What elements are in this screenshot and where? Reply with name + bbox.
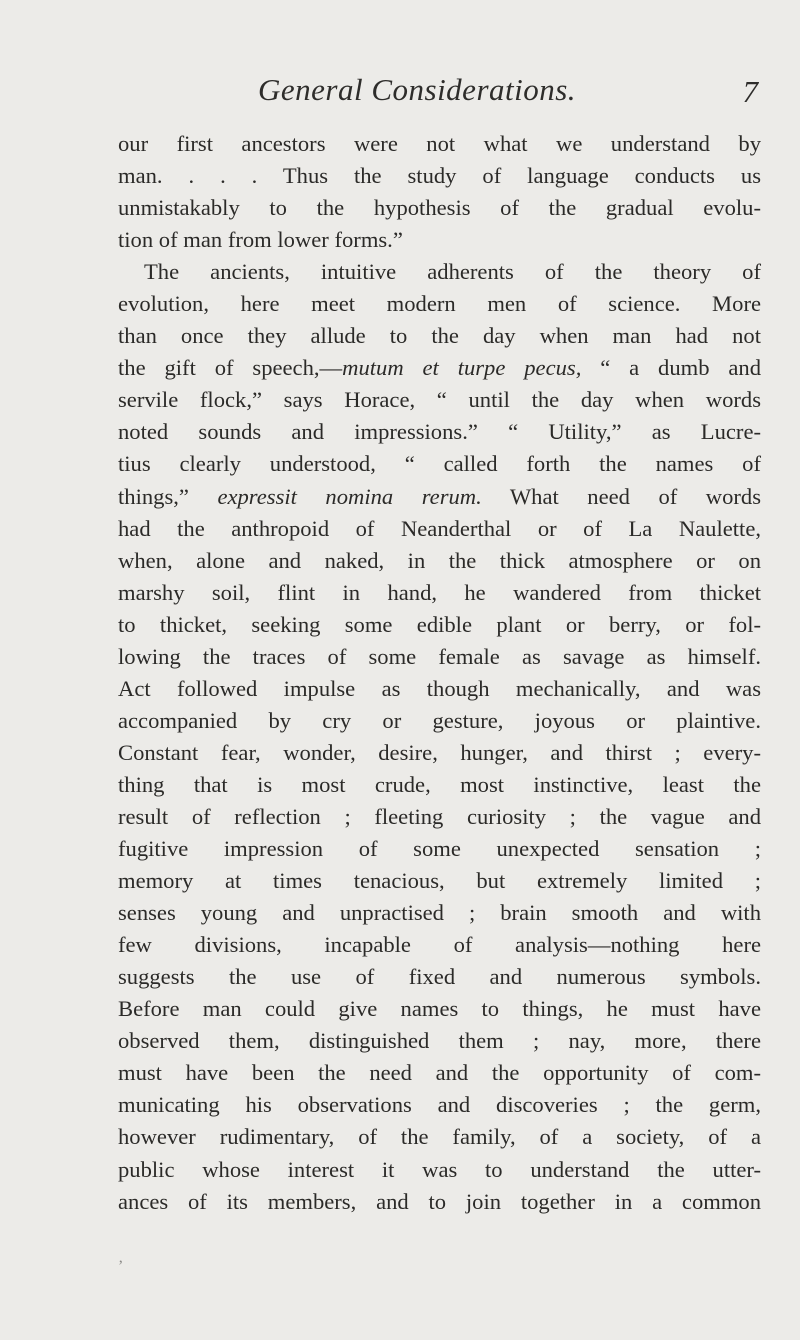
text-line: servile flock,” says Horace, “ until the day when words <box>118 387 761 413</box>
text-line: when, alone and naked, in the thick atmosphere or on <box>118 547 761 573</box>
text-line: few divisions, incapable of analysis—nothing here <box>118 932 761 958</box>
text-line: our first ancestors were not what we understand by <box>118 131 761 156</box>
text-line <box>118 352 761 384</box>
text-line: noted sounds and impressions.” “ Utility,” as Lucre- <box>118 419 761 445</box>
text-line: Before man could give names to things, he must have <box>118 996 761 1022</box>
text-line: senses young and unpractised ; brain smooth and with <box>118 900 761 926</box>
text-line: result of reflection ; fleeting curiosity ; the vague and <box>118 803 761 829</box>
running-title: General Considerations. <box>258 72 577 107</box>
text-segment: things,” <box>118 483 218 509</box>
text-line: tion of man from lower forms.” <box>118 227 403 253</box>
text-line: man. . . . Thus the study of language conducts us <box>118 163 761 189</box>
text-line: The ancients, intuitive adherents of the theory of <box>144 259 761 285</box>
text-line: however rudimentary, of the family, of a society, of a <box>118 1124 761 1150</box>
text-line: must have been the need and the opportunity of com- <box>118 1060 761 1086</box>
text-line: accompanied by cry or gesture, joyous or plaintive. <box>118 707 761 733</box>
text-line: unmistakably to the hypothesis of the gradual evolu- <box>118 195 761 221</box>
text-line: memory at times tenacious, but extremely limited ; <box>118 868 761 894</box>
body-text <box>118 128 761 1218</box>
latin-phrase: expressit nomina rerum. <box>217 483 482 509</box>
text-line <box>118 481 761 513</box>
text-line: had the anthropoid of Neanderthal or of La Naulette, <box>118 515 761 541</box>
text-segment: the gift of speech,— <box>118 355 343 381</box>
text-line: thing that is most crude, most instinctive, least the <box>118 771 761 797</box>
stray-ink-mark: ʼ <box>118 1258 124 1275</box>
text-line: Act followed impulse as though mechanically, and was <box>118 675 761 701</box>
text-line: observed them, distinguished them ; nay, more, there <box>118 1028 761 1054</box>
text-line: municating his observations and discoveries ; the germ, <box>118 1092 761 1118</box>
text-line: marshy soil, flint in hand, he wandered from thicket <box>118 579 761 605</box>
text-segment: What need of words <box>481 483 761 509</box>
running-header <box>118 72 758 118</box>
text-line: suggests the use of fixed and numerous symbols. <box>118 964 761 990</box>
text-line: Constant fear, wonder, desire, hunger, and thirst ; every- <box>118 739 761 765</box>
text-line: evolution, here meet modern men of science. More <box>118 291 761 317</box>
text-segment: “ a dumb and <box>581 355 761 381</box>
text-line: to thicket, seeking some edible plant or berry, or fol- <box>118 611 761 637</box>
text-line: tius clearly understood, “ called forth the names of <box>118 451 761 477</box>
text-line: lowing the traces of some female as savage as himself. <box>118 643 761 669</box>
text-line: public whose interest it was to understand the utter- <box>118 1156 761 1182</box>
text-line: fugitive impression of some unexpected sensation ; <box>118 836 761 862</box>
page-number: 7 <box>742 74 758 109</box>
text-line: than once they allude to the day when man had not <box>118 323 761 349</box>
latin-phrase: mutum et turpe pecus, <box>342 355 582 381</box>
text-line: ances of its members, and to join together in a common <box>118 1188 761 1214</box>
